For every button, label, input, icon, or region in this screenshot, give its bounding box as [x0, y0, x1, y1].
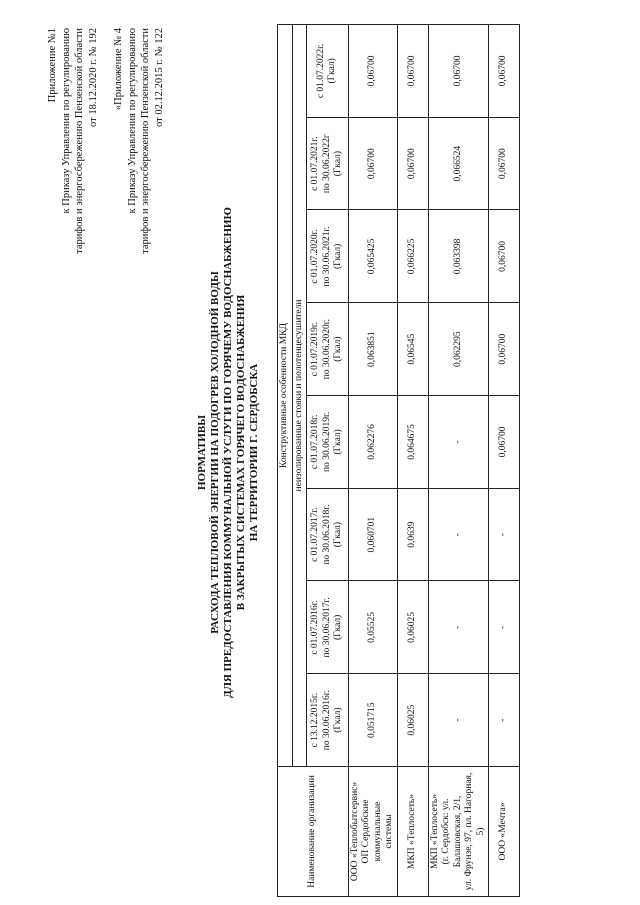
appendix-1-line-1: Приложение №1 — [47, 28, 58, 103]
value-cell: 0,06545 — [397, 303, 428, 396]
heading-line-2: РАСХОДА ТЕПЛОВОЙ ЭНЕРГИИ НА ПОДОГРЕВ ХОЛОДНОЙ ВОДЫ — [209, 271, 221, 634]
period-header: с 01.07.2018г. по 30.06.2019г. (Гкал) — [307, 396, 349, 489]
value-cell: - — [428, 488, 489, 581]
appendix-1-line-3: тарифов и энергосбережению Пензенской области — [74, 28, 85, 254]
value-cell: 0,060701 — [348, 488, 397, 581]
org-name-cell: МКП «Теплосеть» — [397, 767, 428, 897]
appendix-1-reference — [46, 28, 100, 388]
value-cell: 0,06700 — [348, 25, 397, 118]
value-cell: - — [489, 581, 520, 674]
value-cell: 0,062276 — [348, 396, 397, 489]
norms-table — [277, 24, 520, 897]
value-cell: - — [428, 581, 489, 674]
value-cell: 0,063398 — [428, 210, 489, 303]
value-cell: 0,06700 — [397, 25, 428, 118]
org-name-cell: ООО «Мечта» — [489, 767, 520, 897]
document-heading — [196, 0, 261, 905]
value-cell: 0,063851 — [348, 303, 397, 396]
period-header: с 01.07.2016г. по 30.06.2017г. (Гкал) — [307, 581, 349, 674]
value-cell: - — [428, 674, 489, 767]
table-row — [489, 25, 520, 897]
group-header: Конструктивные особенности МКД — [278, 25, 293, 767]
value-cell: 0,062295 — [428, 303, 489, 396]
period-header-row — [307, 25, 349, 897]
heading-line-4: В ЗАКРЫТЫХ СИСТЕМАХ ГОРЯЧЕГО ВОДОСНАБЖЕНИЯ — [235, 294, 247, 611]
value-cell: 0,06025 — [397, 581, 428, 674]
value-cell: 0,05525 — [348, 581, 397, 674]
value-cell: 0,06700 — [489, 210, 520, 303]
period-header: с 13.12.2015г. по 30.06.2016г. (Гкал) — [307, 674, 349, 767]
value-cell: 0,06700 — [489, 25, 520, 118]
appendix-4-line-1: «Приложение № 4 — [113, 28, 124, 111]
table-header-row — [278, 25, 293, 897]
heading-line-3: ДЛЯ ПРЕДОСТАВЛЕНИЯ КОММУНАЛЬНОЙ УСЛУГИ ПО ГОРЯЧЕМУ ВОДОСНАБЖЕНИЮ — [222, 207, 234, 698]
period-header: с 01.07.2019г. по 30.06.2020г. (Гкал) — [307, 303, 349, 396]
appendix-4-reference — [112, 28, 166, 388]
org-name-cell: ООО «Теплобытсервис» ОП Сердобские коммунальные системы — [348, 767, 397, 897]
org-column-header: Наименование организации — [278, 767, 349, 897]
appendix-4-line-3: тарифов и энергосбережению Пензенской области — [140, 28, 151, 254]
period-header: с 01.07.2020г. по 30.06.2021г. (Гкал) — [307, 210, 349, 303]
table-row — [348, 25, 397, 897]
value-cell: 0,066524 — [428, 117, 489, 210]
table-subheader-row — [292, 25, 307, 897]
appendix-4-line-2: к Приказу Управления по регулированию — [126, 28, 138, 214]
value-cell: - — [489, 488, 520, 581]
period-header: с 01.07.2021г. по 30.06.2022г (Гкал) — [307, 117, 349, 210]
value-cell: - — [489, 674, 520, 767]
appendix-1-line-4: от 18.12.2020 г. № 192 — [87, 28, 99, 127]
value-cell: 0,051715 — [348, 674, 397, 767]
heading-line-5: НА ТЕРРИТОРИИ Г. СЕРДОБСКА — [248, 363, 260, 542]
appendix-1-line-2: к Приказу Управления по регулированию — [60, 28, 72, 214]
value-cell: 0,06025 — [397, 674, 428, 767]
value-cell: 0,06700 — [348, 117, 397, 210]
subgroup-header: неизолированные стояки и полотенцесушители — [292, 25, 307, 767]
period-header: с 01.07.2017г. по 30.06.2018г. (Гкал) — [307, 488, 349, 581]
table-row — [397, 25, 428, 897]
value-cell: 0,06700 — [397, 117, 428, 210]
value-cell: 0,06700 — [489, 396, 520, 489]
table-row — [428, 25, 489, 897]
value-cell: 0,06700 — [489, 117, 520, 210]
value-cell: - — [428, 396, 489, 489]
value-cell: 0,06700 — [428, 25, 489, 118]
value-cell: 0,064675 — [397, 396, 428, 489]
value-cell: 0,065425 — [348, 210, 397, 303]
period-header: с 01.07.2022г. (Гкал) — [307, 25, 349, 118]
value-cell: 0,066225 — [397, 210, 428, 303]
org-name-cell: МКП «Теплосеть» (г. Сердобск: ул. Балашовская, 2/1, ул. Фрунзе, 97, пл. Нагорная, 5) — [428, 767, 489, 897]
heading-line-1: НОРМАТИВЫ — [196, 415, 208, 491]
appendix-4-line-4: от 02.12.2015 г. № 122 — [153, 28, 165, 127]
value-cell: 0,06700 — [489, 303, 520, 396]
value-cell: 0,0639 — [397, 488, 428, 581]
